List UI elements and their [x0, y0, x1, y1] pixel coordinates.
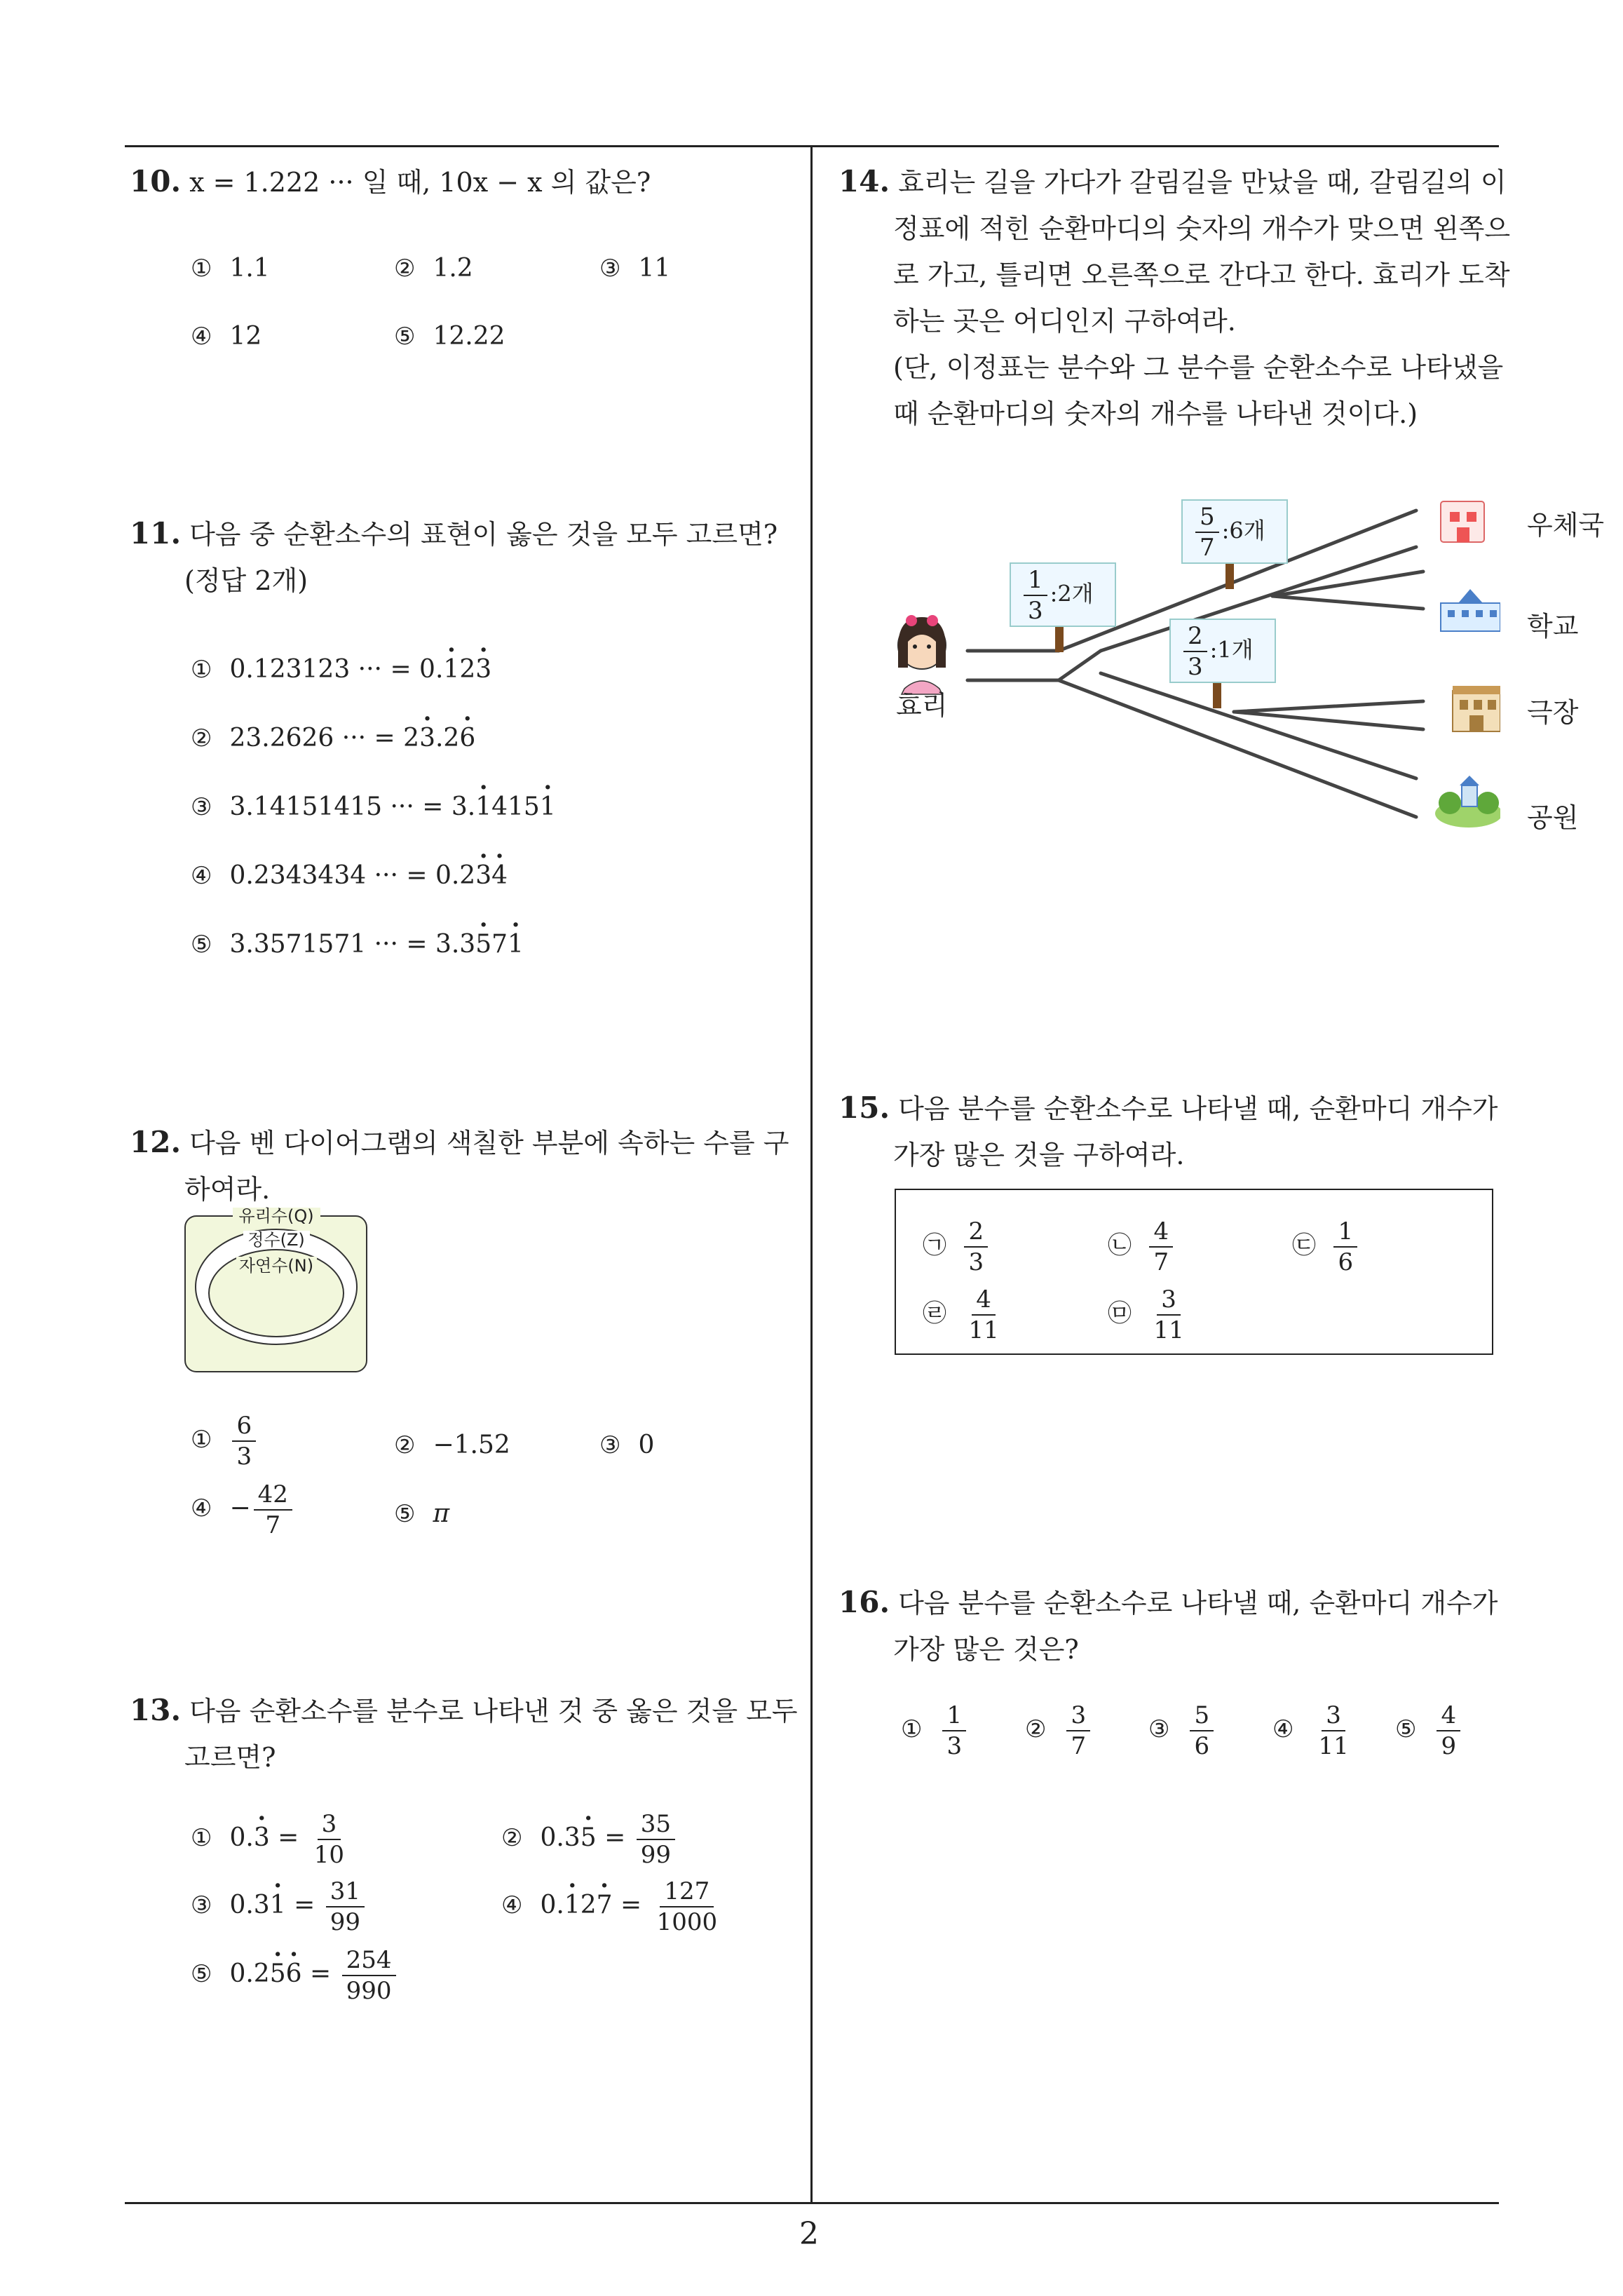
venn-middle-label: 정수(Z)	[247, 1230, 305, 1250]
destination-post-office: 우체국	[1527, 510, 1605, 541]
option-3[interactable]: ③ 11	[599, 254, 671, 283]
question-text: x = 1.222 ··· 일 때, 10x − x 의 값은?	[189, 167, 651, 198]
destination-theater: 극장	[1527, 697, 1579, 728]
option-4[interactable]: ④ $\frac{3}{11}$	[1272, 1701, 1349, 1760]
venn-diagram	[184, 1206, 369, 1375]
venn-inner-label: 자연수(N)	[238, 1256, 314, 1276]
option-3[interactable]: ③ 0.3· 1 = $\frac{31}{99}$	[191, 1877, 367, 1937]
option-5[interactable]: ⑤ 0.2· 5· 6 = $\frac{254}{990}$	[191, 1945, 399, 2006]
option-2[interactable]: ② 1.2	[394, 254, 473, 283]
option-3[interactable]: ③ 3.14151415 ··· = 3.· 1415· 1	[191, 790, 556, 825]
question-text-cont: 하여라.	[184, 1174, 271, 1205]
option-2[interactable]: ② $\frac{3}{7}$	[1025, 1701, 1093, 1761]
destination-school: 학교	[1527, 611, 1579, 642]
choice-e[interactable]: ㉤ $\frac{3}{11}$	[1108, 1285, 1184, 1344]
option-1[interactable]: ① 0.· 3 = $\frac{3}{10}$	[191, 1809, 351, 1870]
question-14	[838, 158, 1512, 437]
option-3[interactable]: ③ 0	[599, 1431, 655, 1459]
page-number: 2	[799, 2216, 819, 2252]
signpost-2: $\frac{5}{7}$ :6개	[1181, 499, 1288, 564]
question-number: 15.	[838, 1090, 890, 1125]
bottom-rule	[125, 2202, 1499, 2204]
question-text-cont: 고르면?	[184, 1742, 276, 1773]
question-line-1: 효리는 길을 가다가 갈림길을 만났을 때, 갈림길의 이	[898, 167, 1507, 198]
option-5[interactable]: ⑤ $\frac{4}{9}$	[1395, 1701, 1463, 1761]
question-line-5: (단, 이정표는 분수와 그 분수를 순환소수로 나타냈을	[893, 352, 1504, 383]
option-2[interactable]: ② −1.52	[394, 1431, 510, 1459]
question-12	[130, 1119, 789, 1213]
question-11	[130, 511, 777, 604]
question-text: 다음 분수를 순환소수로 나타낼 때, 순환마디 개수가	[898, 1588, 1498, 1619]
question-line-2: 정표에 적힌 순환마디의 숫자의 개수가 맞으면 왼쪽으	[893, 213, 1511, 244]
option-4[interactable]: ④ − $\frac{42}{7}$	[191, 1480, 295, 1540]
question-line-4: 하는 곳은 어디인지 구하여라.	[893, 306, 1236, 337]
option-4[interactable]: ④ 0.2343434 ··· = 0.2· 3· 4	[191, 858, 508, 893]
girl-icon	[898, 615, 946, 694]
question-text: 다음 순환소수를 분수로 나타낸 것 중 옳은 것을 모두	[189, 1696, 798, 1727]
choice-d[interactable]: ㉣ $\frac{4}{11}$	[923, 1285, 999, 1344]
question-number: 16.	[838, 1585, 890, 1619]
option-1[interactable]: ① 0.123123 ··· = 0.· 12· 3	[191, 652, 491, 687]
option-5[interactable]: ⑤ 12.22	[394, 322, 505, 351]
question-number: 12.	[130, 1125, 182, 1159]
school-icon	[1441, 589, 1500, 631]
option-2[interactable]: ② 0.3· 5 = $\frac{35}{99}$	[501, 1809, 678, 1870]
person-label: 효리	[896, 690, 948, 721]
question-number: 10.	[130, 164, 182, 198]
theater-icon	[1453, 686, 1500, 731]
question-number: 13.	[130, 1693, 182, 1727]
signpost-1: $\frac{1}{3}$ :2개	[1010, 562, 1116, 627]
question-line-3: 로 가고, 틀리면 오른쪽으로 간다고 한다. 효리가 도착	[893, 259, 1510, 290]
question-16	[838, 1579, 1498, 1673]
column-divider	[810, 145, 813, 2203]
option-1[interactable]: ① 1.1	[191, 254, 270, 283]
question-text: 다음 중 순환소수의 표현이 옳은 것을 모두 고르면?	[189, 519, 778, 550]
option-2[interactable]: ② 23.2626 ··· = 2· 3.2· 6	[191, 721, 475, 756]
question-text: 다음 벤 다이어그램의 색칠한 부분에 속하는 수를 구	[189, 1128, 789, 1159]
park-icon	[1435, 776, 1500, 828]
option-4[interactable]: ④ 0.· 12· 7 = $\frac{127}{1000}$	[501, 1877, 724, 1937]
question-number: 14.	[838, 164, 890, 198]
option-5[interactable]: ⑤ 3.3571571 ··· = 3.3· 57· 1	[191, 927, 524, 962]
question-13	[130, 1687, 798, 1781]
destination-park: 공원	[1527, 802, 1579, 833]
post-office-icon	[1441, 501, 1484, 542]
question-15	[838, 1085, 1498, 1178]
question-text-cont: 가장 많은 것은?	[893, 1634, 1079, 1665]
option-4[interactable]: ④ 12	[191, 322, 262, 351]
question-note: (정답 2개)	[184, 565, 308, 596]
question-number: 11.	[130, 516, 182, 551]
choice-b[interactable]: ㉡ $\frac{4}{7}$	[1108, 1217, 1176, 1277]
question-text-cont: 가장 많은 것을 구하여라.	[893, 1140, 1185, 1170]
choice-a[interactable]: ㉠ $\frac{2}{3}$	[923, 1217, 991, 1277]
question-line-6: 때 순환마디의 숫자의 개수를 나타낸 것이다.)	[893, 398, 1418, 429]
venn-outer-label: 유리수(Q)	[238, 1206, 314, 1226]
option-3[interactable]: ③ $\frac{5}{6}$	[1148, 1701, 1216, 1761]
question-10	[130, 158, 651, 205]
question-text: 다음 분수를 순환소수로 나타낼 때, 순환마디 개수가	[898, 1093, 1498, 1124]
choice-c[interactable]: ㉢ $\frac{1}{6}$	[1292, 1217, 1360, 1277]
option-5[interactable]: ⑤ π	[394, 1499, 450, 1528]
option-1[interactable]: ① $\frac{1}{3}$	[901, 1701, 969, 1761]
signpost-3: $\frac{2}{3}$ :1개	[1169, 619, 1276, 683]
option-1[interactable]: ① $\frac{6}{3}$	[191, 1411, 259, 1471]
